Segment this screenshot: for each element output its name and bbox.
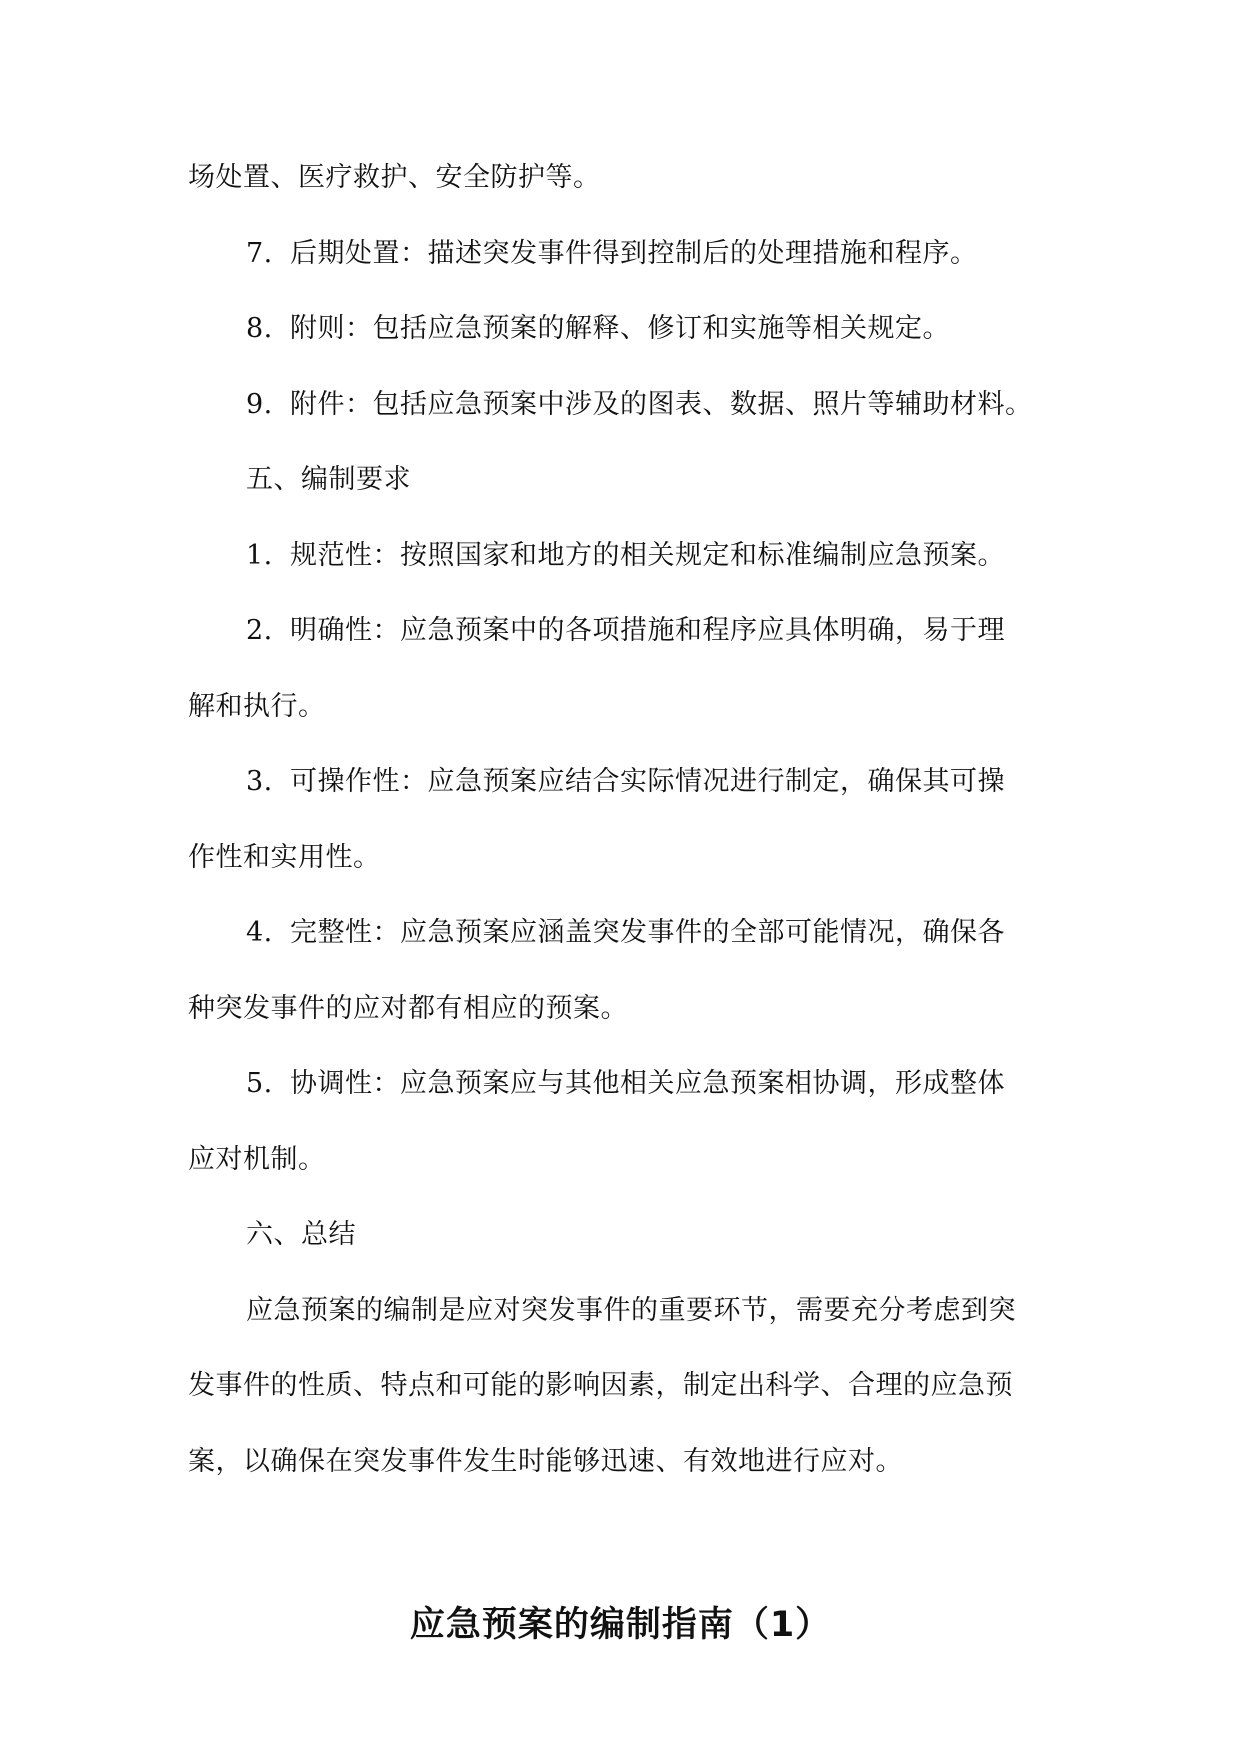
text-line <box>188 442 1058 518</box>
list-number: 2. <box>246 615 273 646</box>
text-line <box>188 1424 1058 1500</box>
line-text: 明确性：应急预案中的各项措施和程序应具体明确，易于理 <box>290 615 1005 646</box>
list-number: 7. <box>246 237 273 269</box>
text-line <box>188 1046 1058 1122</box>
text-line <box>188 1197 1058 1273</box>
line-text: 六、总结 <box>246 1219 356 1250</box>
text-line <box>188 971 1058 1047</box>
line-text: 五、编制要求 <box>246 464 411 495</box>
text-line <box>188 1122 1058 1198</box>
line-text: 种突发事件的应对都有相应的预案。 <box>188 992 628 1024</box>
line-text: 应对机制。 <box>188 1143 326 1175</box>
line-text: 应急预案的编制是应对突发事件的重要环节，需要充分考虑到突 <box>246 1294 1016 1326</box>
section-title: 应急预案的编制指南（1） <box>409 1605 832 1645</box>
line-text: 可操作性：应急预案应结合实际情况进行制定，确保其可操 <box>290 766 1005 797</box>
text-line <box>188 518 1058 594</box>
list-number: 5. <box>246 1068 273 1099</box>
text-line <box>188 669 1058 745</box>
text-line <box>188 593 1058 669</box>
line-text: 案，以确保在突发事件发生时能够迅速、有效地进行应对。 <box>188 1445 903 1477</box>
line-text: 解和执行。 <box>188 690 326 722</box>
text-line <box>188 216 1058 292</box>
line-text: 附则：包括应急预案的解释、修订和实施等相关规定。 <box>290 313 950 344</box>
text-line <box>188 367 1058 443</box>
text-line <box>188 744 1058 820</box>
list-number: 3. <box>246 766 273 797</box>
line-text: 协调性：应急预案应与其他相关应急预案相协调，形成整体 <box>290 1068 1005 1099</box>
text-line <box>188 895 1058 971</box>
text-line <box>188 1348 1058 1424</box>
text-line <box>188 291 1058 367</box>
line-text: 作性和实用性。 <box>188 841 381 873</box>
document-body <box>188 140 1058 1499</box>
line-text: 发事件的性质、特点和可能的影响因素，制定出科学、合理的应急预 <box>188 1370 1013 1401</box>
line-text: 后期处置：描述突发事件得到控制后的处理措施和程序。 <box>290 237 978 269</box>
text-line <box>188 1273 1058 1349</box>
list-number: 8. <box>246 313 273 344</box>
line-text: 规范性：按照国家和地方的相关规定和标准编制应急预案。 <box>290 539 1005 571</box>
line-text: 场处置、医疗救护、安全防护等。 <box>188 162 601 193</box>
line-text: 完整性：应急预案应涵盖突发事件的全部可能情况，确保各 <box>290 917 1005 948</box>
list-number: 9. <box>246 388 273 420</box>
line-text: 附件：包括应急预案中涉及的图表、数据、照片等辅助材料。 <box>290 388 1033 420</box>
list-number: 4. <box>246 917 273 948</box>
list-number: 1. <box>246 539 273 571</box>
text-line <box>188 140 1058 216</box>
text-line <box>188 820 1058 896</box>
